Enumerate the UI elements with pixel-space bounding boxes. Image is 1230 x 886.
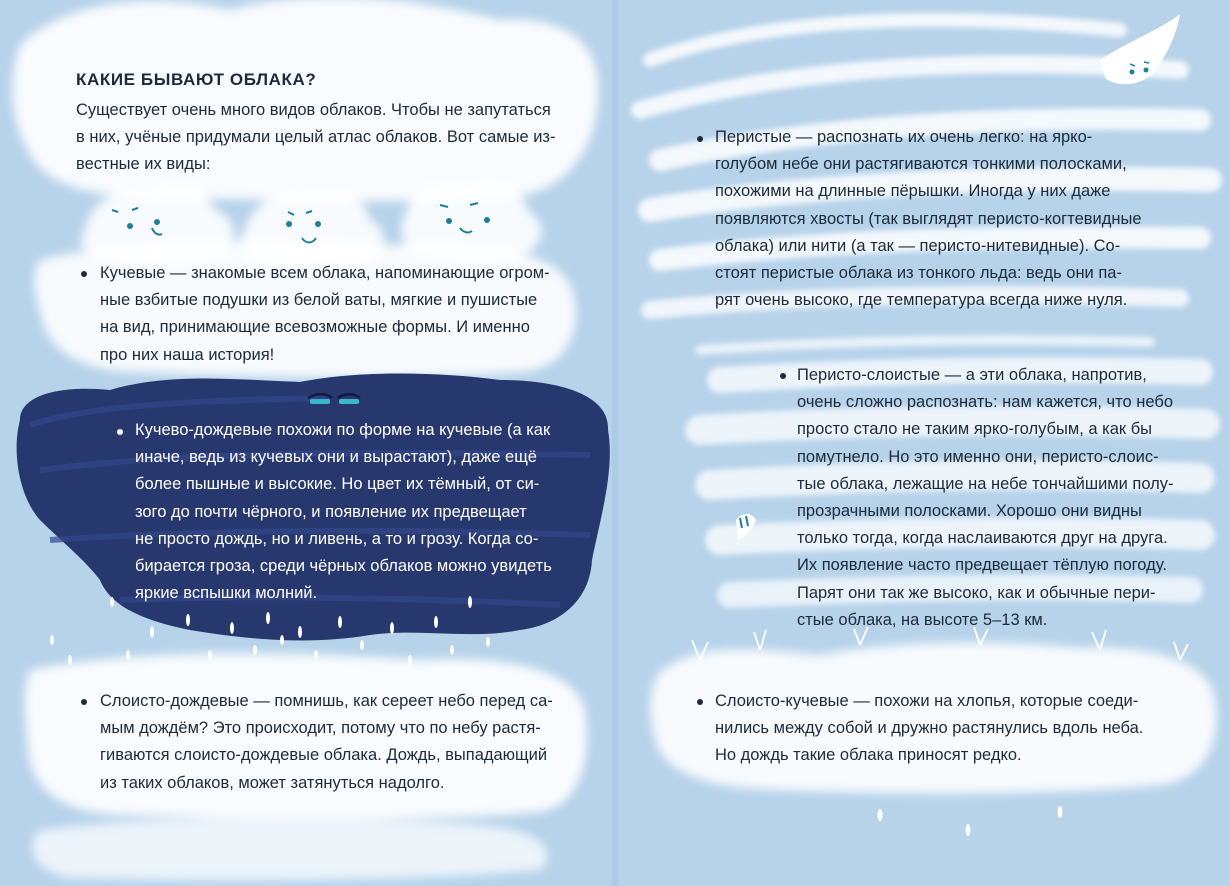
item-line: появляются хвосты (так выглядят перисто-когтевидные bbox=[715, 209, 1142, 228]
item-line: прозрачными полосками. Хорошо они видны bbox=[797, 502, 1142, 521]
item-line: тые облака, лежащие на небе тончайшими полу- bbox=[797, 474, 1174, 493]
item-line: облака) или нити (а так — перисто-нитевидные). Со- bbox=[715, 236, 1121, 255]
bullet-cumulonimbus bbox=[117, 429, 123, 435]
item-line: рят очень высоко, где температура всегда ниже нуля. bbox=[715, 291, 1128, 310]
item-line: яркие вспышки молний. bbox=[135, 584, 318, 603]
page-gutter bbox=[612, 0, 618, 886]
intro-line: вестные их виды: bbox=[76, 155, 211, 174]
item-line: Кучево-дождевые похожи по форме на кучевые (а как bbox=[135, 421, 551, 439]
item-cumulus bbox=[100, 260, 550, 369]
item-line: стые облака, на высоте 5–13 км. bbox=[797, 610, 1048, 629]
item-line: помутнело. Но это именно они, перисто-слоис- bbox=[797, 447, 1159, 466]
bullet-cumulus bbox=[81, 271, 87, 277]
intro-line: в них, учёные придумали целый атлас облаков. Вот самые из- bbox=[76, 128, 556, 147]
item-line: Кучевые — знакомые всем облака, напоминающие огром- bbox=[100, 264, 550, 282]
intro-line: Существует очень много видов облаков. Чтобы не запутаться bbox=[76, 101, 551, 119]
item-line: гиваются слоисто-дождевые облака. Дождь, выпадающий bbox=[100, 746, 548, 765]
item-line: голубом небе они растягиваются тонкими полосками, bbox=[715, 155, 1127, 174]
item-line: стоят перистые облака из тонкого льда: ведь они па- bbox=[715, 264, 1122, 283]
item-line: Слоисто-кучевые — похожи на хлопья, которые соеди- bbox=[715, 692, 1139, 710]
item-line: иначе, ведь из кучевых они и вырастают), даже ещё bbox=[135, 448, 537, 467]
item-line: зого до почти чёрного, и появление их предвещает bbox=[135, 502, 527, 521]
item-line: на вид, принимающие всевозможные формы. И именно bbox=[100, 318, 530, 337]
item-line: из таких облаков, может затянуться надолго. bbox=[100, 773, 445, 792]
item-line: Слоисто-дождевые — помнишь, как сереет небо перед са- bbox=[100, 692, 553, 710]
item-line: только тогда, когда наслаиваются друг на друга. bbox=[797, 529, 1168, 548]
item-cirrostratus bbox=[797, 362, 1174, 634]
item-line: не просто дождь, но и ливень, а то и грозу. Когда со- bbox=[135, 529, 539, 548]
item-line: мым дождём? Это происходит, потому что по небу растя- bbox=[100, 719, 541, 738]
item-stratocumulus bbox=[715, 688, 1143, 770]
item-line: Но дождь такие облака приносят редко. bbox=[715, 746, 1022, 765]
item-cirrus bbox=[715, 124, 1142, 314]
item-line: похожими на длинные пёрышки. Иногда у них даже bbox=[715, 182, 1111, 201]
bullet-stratocumulus bbox=[697, 699, 703, 705]
item-line: более пышные и высокие. Но цвет их тёмный, от си- bbox=[135, 475, 540, 494]
item-line: нились между собой и дружно растянулись вдоль неба. bbox=[715, 719, 1144, 738]
item-line: Перистые — распознать их очень легко: на ярко- bbox=[715, 128, 1093, 146]
item-line: про них наша история! bbox=[100, 345, 275, 364]
item-line: ные взбитые подушки из белой ваты, мягкие и пушистые bbox=[100, 291, 538, 310]
item-nimbostratus bbox=[100, 688, 553, 797]
item-line: просто стало не таким ярко-голубым, а как бы bbox=[797, 420, 1152, 439]
bullet-cirrostratus bbox=[780, 373, 786, 379]
intro-paragraph bbox=[76, 97, 555, 179]
bullet-nimbostratus bbox=[81, 699, 87, 705]
item-line: Парят они так же высоко, как и обычные пери- bbox=[797, 583, 1156, 602]
page-heading: КАКИЕ БЫВАЮТ ОБЛАКА? bbox=[76, 70, 317, 89]
bullet-cirrus bbox=[697, 136, 703, 142]
item-line: бирается гроза, среди чёрных облаков можно увидеть bbox=[135, 557, 552, 576]
item-cumulonimbus bbox=[135, 417, 552, 607]
item-line: очень сложно распознать: нам кажется, что небо bbox=[797, 393, 1174, 412]
item-line: Их появление часто предвещает тёплую погоду. bbox=[797, 556, 1167, 575]
item-line: Перисто-слоистые — а эти облака, напротив, bbox=[797, 366, 1147, 384]
